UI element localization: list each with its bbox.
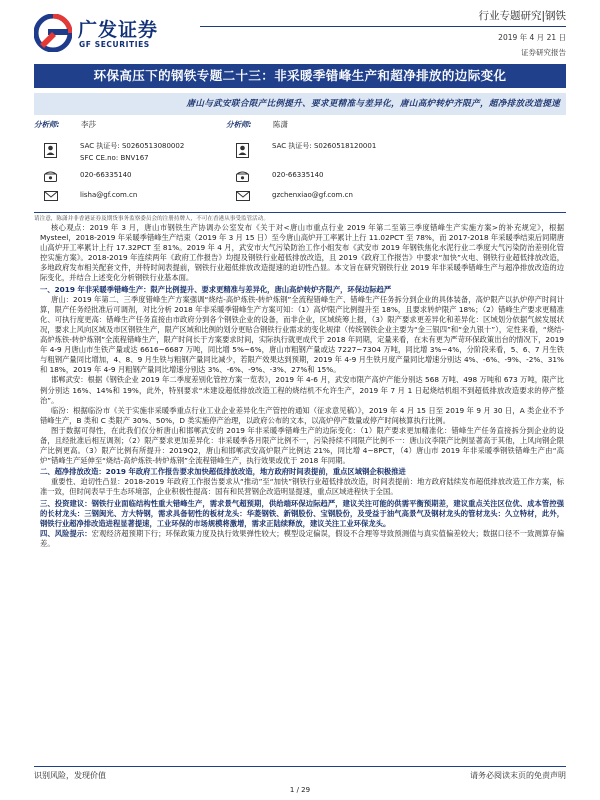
section-1-paragraph-linfen: 临汾：根据临汾市《关于实施非采暖季重点行业工业企业差异化生产管控的通知（征求意见稿）》，2019 年 4 月 15 日至 2019 年 9 月 30 日，A 类企业不予错峰生产，B 类和 C 类限产 30%、50%，D 类实施停产治理，以政府公布的文本，以高炉停产数量或停产时间核算执行比例。 bbox=[40, 405, 564, 425]
section-heading-2: 二、超净排放改造：2019 年政府工作报告要求加快超低排放改造，地方政府时间表提前，重点区域钢企积极推进 bbox=[40, 467, 406, 477]
footer-rule bbox=[34, 766, 566, 767]
analyst-block bbox=[34, 119, 566, 217]
intro-paragraph: 核心观点：2019 年 3 月，唐山市钢铁生产协调办公室发布《关于对<唐山市重点行业 2019 年第二至第三季度错峰生产实施方案>的补充规定》，根据 Mysteel，2018-2019 年采暖季错峰生产结束（2019 年 3 月 15 日）至今唐山高炉开工率累计上行 11.02PCT 至 78%，而 2017-2018 年采暖季结束后同期唐山高炉开工率累计上行 17.32PCT 至 81%。2019 年 4 月，武安市大气污染防治工作小组发布《武安市 2019 年钢铁焦化水泥行业二季度大气污染防治差别化管控实施方案》。2018-2019 年连续两年《政府工作报告》均提及钢铁行业超低排放改造，且 2019《政府工作报告》中要求“加快”火电、钢铁行业超低排放改造，多地政府发布相关配套文件，并特时间表提前，钢铁行业超低排放改造提速的迫切性凸显。本文旨在研究钢铁行业 2019 年非采暖季错峰生产与超净排放改造的边际变化，并结合上述变化分析钢铁行业基本面。 bbox=[40, 223, 564, 283]
sac-label: SAC 执证号: bbox=[272, 142, 312, 150]
sac-number: S0260513080002 bbox=[121, 142, 185, 150]
report-title: 环保高压下的钢铁专题二十三：非采暖季错峰生产和超净排放的边际变化 bbox=[93, 68, 507, 83]
section-1-paragraph-wuan: 邯郸武安：根据《钢铁企业 2019 年二季度差别化管控方案一览表》，2019 年 4-6 月，武安市限产高炉产能分别达 568 万吨、498 万吨和 673 万吨，限产比例分别达 16%、14%和 19%，此外，特别要求“未建设超低排放改造工程的烧结机不允许生产，2019 年 7 月 1 日起烧结机组不到超低排放改造要求的停产整治”。 bbox=[40, 375, 564, 405]
phone-row bbox=[226, 171, 324, 179]
sfc-number: BNV167 bbox=[120, 154, 149, 162]
section-1-paragraph-tangshan: 唐山：2019 年第二、三季度错峰生产方案强调“烧结-高炉炼铁-转炉炼钢”全流程错峰生产、错峰生产任务拆分到企业的具体装备，高炉限产以扒炉停产时间计算，限产任务经批准后可调剂，对比分析 2018 年非采暖季错峰生产方案可知：（1）高炉限产比例提升至 18%，且要求转炉限产 18%；（2）错峰生产要求更精准化、可执行度更高：错峰生产任务直接由市政府分到各个钢铁企业的设备，而非企业，区域统筹上报，（3）限产要求更差异化和差异化：区域划分依据气候发展状况，要求上风向区域及市区钢铁生产，限产区域和比例的划分更贴合钢铁行业需求的变化规律（传统钢铁企业主要为“金三银四”和“金九银十”），定性来看，“烧结-高炉炼铁-转炉炼钢”全流程错峰生产，限产时间长于方案要求时间，实际执行就更成代于 2018 年同期，定量来看，在未有更为严苛环保政策出台的情况下，2019 年 4-9 月唐山市生铁产量或达 6616~6687 万吨，同比增 5%~6%，唐山市粗钢产量或达 7227~7304 万吨，同比增 3%~4%，分阶段来看，5、6、7 月生铁与粗钢产量同比增加，4、8、9 月生铁与粗钢产量同比减少，若限产效果达到预期，2019 年 4-9 月生铁月度产量同比增速分别达 4%、-6%、-9%、-2%、31%和 18%，2019 年 4-9 月粗钢产量同比增速分别达 3%、-6%、-9%、-3%、27%和 15%。 bbox=[40, 294, 564, 375]
sac-label: SAC 执证号: bbox=[80, 142, 120, 150]
sac-row bbox=[34, 141, 185, 151]
analyst-disclaimer: 请注意，陈潇并非香港证券及期货事务监察委员会的注册持牌人，不可在香港从事受监管活动。 bbox=[34, 216, 269, 222]
section-1-paragraph-summary: 图于数据可得性，在此我们仅分析唐山和邯郸武安的 2019 年非采暖季错峰生产的边际变化：（1）限产要求更加精准化：错峰生产任务直接拆分到企业的设备，且经批准后相互调剂；（2）限产要求更加差异化：非采暖季各月限产比例不一，污染持续不同限产比例不一：唐山汶李限产比例显著高于其他，上风向钢企限产比例更高。（3）限产比例有所提升：2019Q2，唐山和邯郸武安高炉限产比例达 21%，同比增 4~8PCT，（4）唐山市 2019 年非采暖季钢铁错峰生产由“高炉”错峰生产延伸至“烧结-高炉炼铁-转炉炼钢”全流程错峰生产，执行效果或优于 2018 年同期。 bbox=[40, 425, 564, 466]
email-address: lisha@gf.com.cn bbox=[80, 191, 138, 199]
phone-number: 020-66335140 bbox=[272, 171, 324, 179]
footer-slogan: 识别风险，发现价值 bbox=[34, 771, 106, 780]
analyst-card bbox=[226, 119, 476, 217]
analyst-label: 分析师: bbox=[34, 120, 60, 129]
analyst-name: 陈潇 bbox=[273, 120, 288, 129]
title-bar bbox=[34, 64, 566, 88]
report-subtitle: 唐山与武安联合限产比例提升、要求更精准与差异化，唐山高炉转炉齐限产，超净排放改造提速 bbox=[34, 93, 566, 115]
email-row bbox=[226, 191, 353, 199]
analyst-name: 李莎 bbox=[81, 120, 96, 129]
report-category: 行业专题研究|钢铁 bbox=[478, 10, 566, 22]
report-body bbox=[40, 223, 564, 753]
risk-paragraph: 宏观经济超预期下行；环保政策力度及执行效果弹性较大；模型设定偏误，假设不合理等导致预测值与真实值偏差较大；数据口径不一致测算存偏差。 bbox=[40, 528, 564, 548]
sfc-row bbox=[34, 154, 149, 162]
section-heading-1: 一、2019 年非采暖季错峰生产：限产比例提升、要求更精准与差异化，唐山高炉转炉齐限产，环保边际趋严 bbox=[40, 284, 392, 294]
section-heading-3: 三、投资建议：钢铁行业面临结构性重大错峰生产，需求景气超预期，供给端环保边际趋严，建议关注可能的供需平衡预期差，建议重点关注区位优、成本管控强的长材龙头：三钢闽光、方大特钢，需求具备韧性的板材龙头：华菱钢铁、新钢股份、宝钢股份，及受益于油气高景气及钢材龙头的管材龙头：久立特材，此外，钢铁行业超净排改造进程显著提速，工业环保的市场规模将激增，需求正陆续释放，建议关注工业环保龙头。 bbox=[40, 498, 564, 528]
gf-securities-logo bbox=[34, 14, 164, 52]
sfc-label: SFC CE.no: bbox=[80, 154, 119, 162]
analyst-divider bbox=[34, 212, 566, 213]
sac-row bbox=[226, 141, 377, 151]
analyst-name-row bbox=[34, 119, 96, 130]
report-type: 证券研究报告 bbox=[521, 48, 566, 57]
section-2-paragraph: 重要性、迫切性凸显：2018-2019 年政府工作报告要求从“推动”至“加快”钢铁行业超低排放改造，时间表提前：地方政府陆续发布超低排放改造工作方案，标准一致，但时间表早于生态环境部，企业积极性提高：国有和民营钢企改造明显提速，重点区域进程快于全国。 bbox=[40, 477, 564, 497]
logo-en-text: GF SECURITIES bbox=[79, 40, 150, 49]
section-heading-4: 四、风险提示： bbox=[40, 528, 92, 538]
report-date: 2019 年 4 月 21 日 bbox=[498, 33, 566, 42]
phone-row bbox=[34, 171, 132, 179]
phone-number: 020-66335140 bbox=[80, 171, 132, 179]
email-address: gzchenxiao@gf.com.cn bbox=[272, 191, 353, 199]
email-row bbox=[34, 191, 138, 199]
analyst-label: 分析师: bbox=[226, 120, 252, 129]
page-number: 1 / 29 bbox=[289, 786, 311, 794]
sac-number: S0260518120001 bbox=[313, 142, 377, 150]
gf-logo-icon bbox=[34, 14, 72, 52]
footer-disclaimer-note: 请务必阅读末页的免责声明 bbox=[470, 771, 566, 780]
analyst-name-row bbox=[226, 119, 288, 130]
page-header bbox=[0, 0, 600, 64]
logo-cn-text: 广发证券 bbox=[78, 19, 159, 41]
header-meta bbox=[478, 8, 566, 58]
